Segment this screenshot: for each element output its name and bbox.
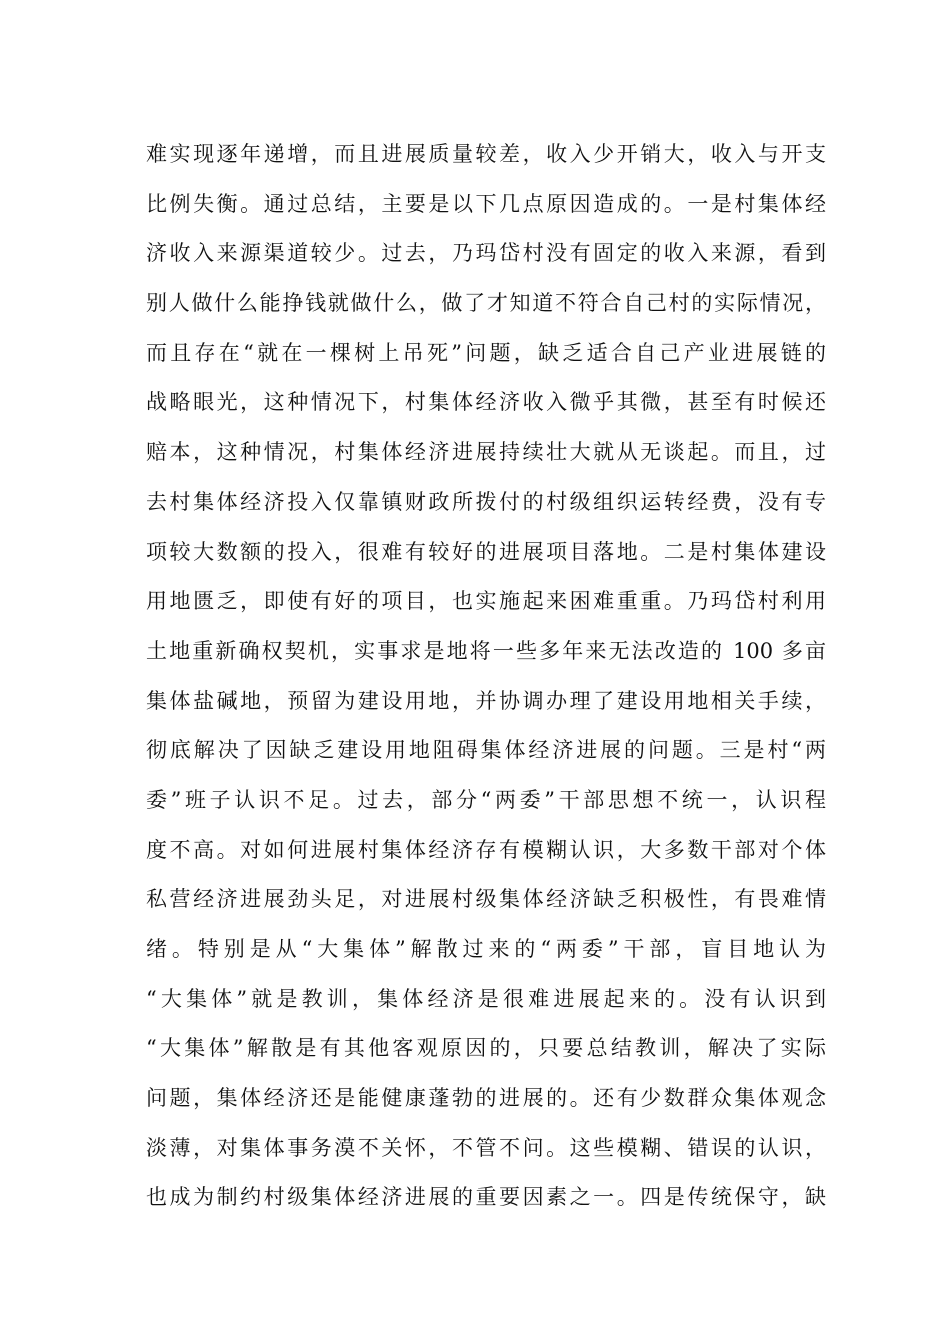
text-line: 去村集体经济投入仅靠镇财政所拨付的村级组织运转经费，没有专 [146, 489, 826, 514]
text-line: 难实现逐年递增，而且进展质量较差，收入少开销大，收入与开支 [146, 142, 826, 166]
text-line: 战略眼光，这种情况下，村集体经济收入微乎其微，甚至有时候还 [146, 390, 826, 415]
text-line: 土地重新确权契机，实事求是地将一些多年来无法改造的 100 多亩 [146, 638, 826, 663]
text-line: 用地匮乏，即使有好的项目，也实施起来困难重重。乃玛岱村利用 [146, 589, 826, 614]
text-line: 比例失衡。通过总结，主要是以下几点原因造成的。一是村集体经 [146, 191, 826, 216]
text-line: 赔本，这种情况，村集体经济进展持续壮大就从无谈起。而且，过 [146, 440, 826, 465]
text-line: “大集体”解散是有其他客观原因的，只要总结教训，解决了实际 [146, 1036, 826, 1061]
text-line: 淡薄，对集体事务漠不关怀，不管不问。这些模糊、错误的认识， [146, 1135, 826, 1160]
text-line: 绪。特别是从“大集体”解散过来的“两委”干部，盲目地认为 [146, 937, 826, 961]
text-line: “大集体”就是教训，集体经济是很难进展起来的。没有认识到 [146, 986, 826, 1011]
text-line: 度不高。对如何进展村集体经济存有模糊认识，大多数干部对个体 [146, 837, 826, 862]
body-text [146, 130, 826, 1223]
text-line: 集体盐碱地，预留为建设用地，并协调办理了建设用地相关手续， [146, 688, 826, 713]
text-line: 私营经济进展劲头足，对进展村级集体经济缺乏积极性，有畏难情 [146, 887, 826, 912]
text-line: 彻底解决了因缺乏建设用地阻碍集体经济进展的问题。三是村“两 [146, 738, 826, 763]
text-line: 问题，集体经济还是能健康蓬勃的进展的。还有少数群众集体观念 [146, 1086, 826, 1111]
text-line: 也成为制约村级集体经济进展的重要因素之一。四是传统保守，缺 [146, 1185, 826, 1210]
text-line: 委”班子认识不足。过去，部分“两委”干部思想不统一，认识程 [146, 787, 826, 812]
text-line: 别人做什么能挣钱就做什么，做了才知道不符合自己村的实际情况， [146, 291, 826, 316]
text-line: 济收入来源渠道较少。过去，乃玛岱村没有固定的收入来源，看到 [146, 241, 826, 266]
text-line: 而且存在“就在一棵树上吊死”问题，缺乏适合自己产业进展链的 [146, 340, 826, 365]
text-line: 项较大数额的投入，很难有较好的进展项目落地。二是村集体建设 [146, 539, 826, 564]
